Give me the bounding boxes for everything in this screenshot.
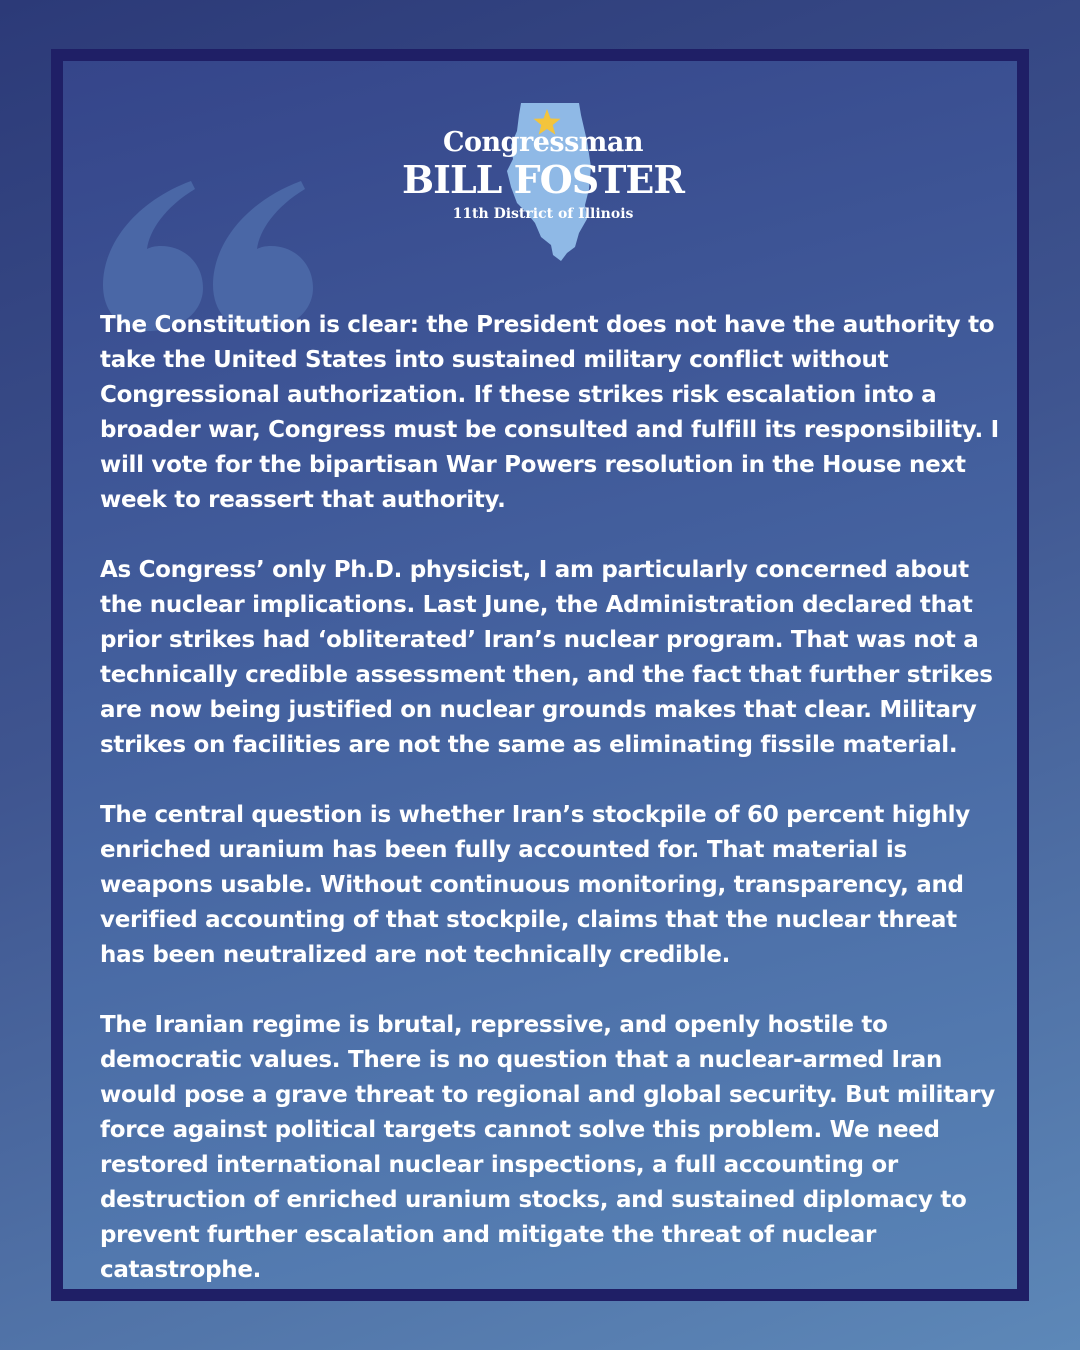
logo-district: 11th District of Illinois <box>452 206 634 222</box>
congressman-logo <box>393 101 693 261</box>
paragraph-1: The Constitution is clear: the President does not have the authority to take the United States into sustained military conflict without Congressional authorization. If these strikes risk escalation into a broader war, Congress must be consulted and fulfill its responsibility. I will vote for the bipartisan War Powers resolution in the House next week to reassert that authority. <box>100 312 999 513</box>
logo-title: Congressman <box>442 127 643 158</box>
statement-text <box>100 308 1005 1288</box>
logo-name: BILL FOSTER <box>402 157 684 202</box>
paragraph-3: The central question is whether Iran’s stockpile of 60 percent highly enriched uranium has been fully accounted for. That material is weapons usable. Without continuous monitoring, transparency, and verified accounting of that stockpile, claims that the nuclear threat has been neutralized are not technically credible. <box>100 802 970 968</box>
paragraph-2: As Congress’ only Ph.D. physicist, I am particularly concerned about the nuclear implications. Last June, the Administration declared that prior strikes had ‘obliterated’ Iran’s nuclear program. That was not a technically credible assessment then, and the fact that further strikes are now being justified on nuclear grounds makes that clear. Military strikes on facilities are not the same as eliminating fissile material. <box>100 557 993 758</box>
statement-card <box>51 49 1029 1301</box>
paragraph-4: The Iranian regime is brutal, repressive, and openly hostile to democratic values. There is no question that a nuclear-armed Iran would pose a grave threat to regional and global security. But military force against political targets cannot solve this problem. We need restored international nuclear inspections, a full accounting or destruction of enriched uranium stocks, and sustained diplomacy to prevent further escalation and mitigate the threat of nuclear catastrophe. <box>100 1012 995 1283</box>
